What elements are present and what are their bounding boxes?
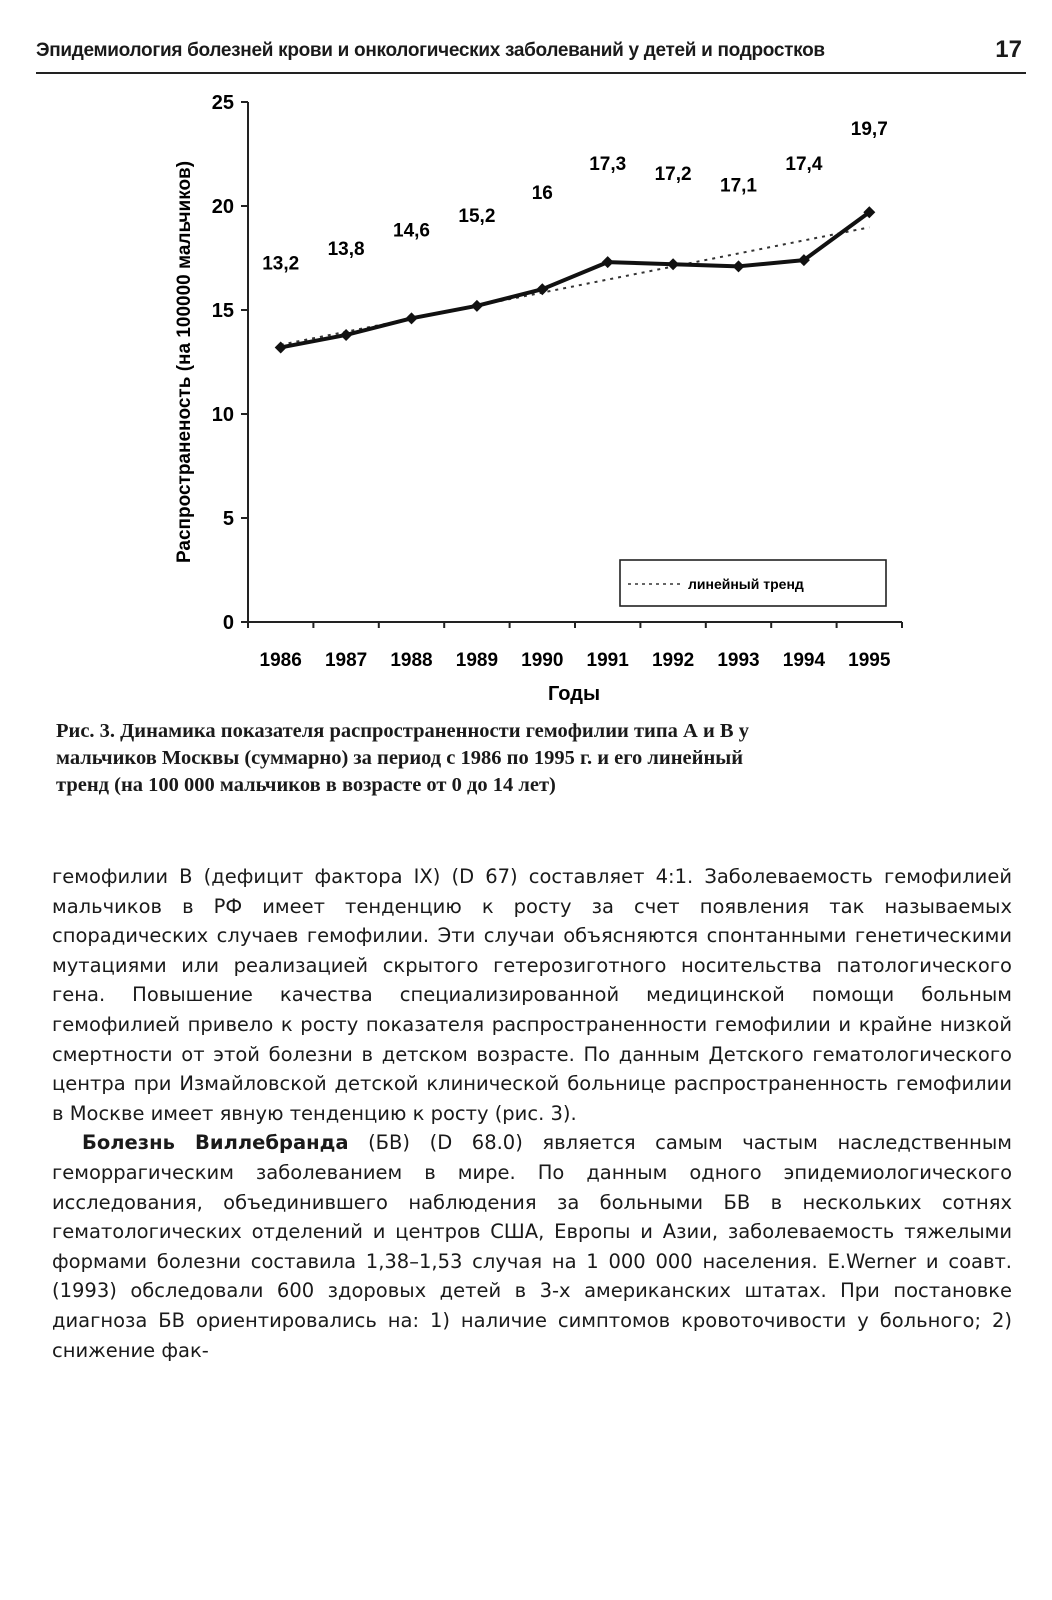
y-tick-labels <box>212 92 234 634</box>
x-tick-label: 1987 <box>324 650 368 671</box>
x-tick-label: 1989 <box>455 650 499 671</box>
figure-caption <box>56 718 1016 799</box>
y-tick-label: 20 <box>211 196 234 218</box>
x-tick-labels <box>260 650 891 671</box>
x-axis-title: Годы <box>547 683 601 705</box>
series-line-path <box>281 212 870 347</box>
term-willebrand: Болезнь Виллебранда <box>82 1131 349 1155</box>
y-tick-marks <box>241 102 248 622</box>
data-value-label: 13,8 <box>327 238 365 260</box>
prevalence-line-chart <box>0 90 1052 710</box>
page-number: 17 <box>995 36 1022 63</box>
caption-line: Рис. 3. Динамика показателя распространенности гемофилии типа А и В у <box>56 720 749 742</box>
data-value-label: 19,7 <box>850 119 888 141</box>
caption-line: тренд (на 100 000 мальчиков в возрасте от 0 до 14 лет) <box>56 774 556 796</box>
paragraph-willebrand-text: (БВ) (D 68.0) является самым частым наследственным геморрагическим заболеванием в мире. По данным одного эпидемиологического исследования, объединившего наблюдения за больными БВ в нескольких сотнях гематологических отделений и центров США, Европы и Азии, заболеваемость тяжелыми формами болезни составила 1,38–1,53 случая на 1 000 000 населения. E.Werner и соавт. (1993) обследовали 600 здоровых детей в 3-х американских штатах. При постановке диагноза БВ ориентировались на: 1) наличие симптомов кровоточивости у больного; 2) снижение фак- <box>52 1131 1013 1362</box>
series-line <box>281 212 870 347</box>
data-value-label: 17,4 <box>785 154 823 176</box>
x-tick-label: 1993 <box>717 650 760 671</box>
data-value-label: 13,2 <box>262 253 300 275</box>
data-value-label: 16 <box>531 183 553 205</box>
data-value-label: 17,3 <box>589 154 627 176</box>
legend <box>620 560 886 606</box>
legend-label-trend: линейный тренд <box>688 576 804 592</box>
y-tick-label: 5 <box>222 508 234 530</box>
x-tick-label: 1992 <box>651 650 695 671</box>
x-tick-label: 1988 <box>390 650 433 671</box>
paragraph-haemophilia: гемофилии В (дефицит фактора IX) (D 67) составляет 4:1. Заболеваемость гемофилией мальчиков в РФ имеет тенденцию к росту за счет появления так называемых спорадических случаев гемофилии. Эти случаи объясняются спонтанными генетическими мутациями или реализацией скрытого гетерозиготного носительства патологического гена. Повышение качества специализированной медицинской помощи больным гемофилией привело к росту показателя распространенности гемофилии и крайне низкой смертности от этой болезни в детском возрасте. По данным Детского гематологического центра при Измайловской детской клинической больнице распространенность гемофилии в Москве имеет явную тенденцию к росту (рис. 3). <box>52 865 1012 1125</box>
y-tick-label: 0 <box>222 612 234 634</box>
x-tick-label: 1990 <box>521 650 564 671</box>
y-axis-title: Распространеность (на 100000 мальчиков) <box>174 160 195 564</box>
data-point <box>667 258 679 270</box>
caption-line: мальчиков Москвы (суммарно) за период с 1986 по 1995 г. и его линейный <box>56 747 744 769</box>
data-value-label: 15,2 <box>458 205 496 227</box>
body-text <box>52 862 1012 1365</box>
running-header <box>36 36 1026 74</box>
data-point <box>275 341 287 353</box>
data-value-labels <box>262 119 888 274</box>
y-tick-label: 15 <box>211 300 234 322</box>
running-header-title: Эпидемиология болезней крови и онкологических заболеваний у детей и подростков <box>36 40 825 61</box>
data-point <box>733 260 745 272</box>
data-point <box>340 329 352 341</box>
paragraph-willebrand <box>52 1128 1012 1365</box>
data-point <box>602 256 614 268</box>
data-value-label: 14,6 <box>393 220 430 242</box>
x-tick-label: 1995 <box>848 650 891 671</box>
data-point <box>536 283 548 295</box>
data-value-label: 17,2 <box>654 164 692 186</box>
data-point <box>406 312 418 324</box>
y-tick-label: 10 <box>211 404 234 426</box>
y-tick-label: 25 <box>211 92 234 114</box>
x-tick-label: 1994 <box>782 650 826 671</box>
data-value-label: 17,1 <box>720 175 757 197</box>
data-point <box>471 300 483 312</box>
x-tick-label: 1991 <box>586 650 629 671</box>
x-tick-label: 1986 <box>259 650 302 671</box>
